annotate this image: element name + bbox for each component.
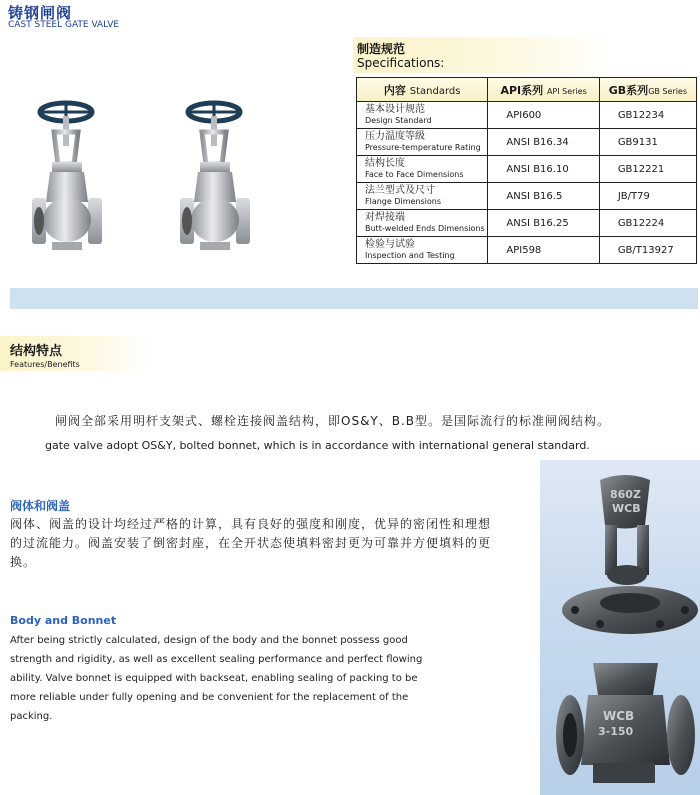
features-intro-en: gate valve adopt OS&Y, bolted bonnet, which is in accordance with international general standard. (45, 439, 590, 452)
body-casting-image (548, 655, 700, 795)
gb-value: GB12234 (599, 102, 696, 129)
gb-value: GB12221 (599, 156, 696, 183)
api-value: ANSI B16.10 (488, 156, 599, 183)
gb-value: GB9131 (599, 129, 696, 156)
bonnet-marking-2: WCB (612, 502, 641, 515)
gate-valve-image-1 (28, 92, 128, 262)
specs-table-header (357, 78, 697, 102)
gate-valve-image-2 (176, 92, 276, 262)
features-intro-cn: 闸阀全部采用明杆支架式、螺栓连接阀盖结构，即OS&Y、B.B型。是国际流行的标准闸阀结构。 (55, 414, 611, 428)
table-row: 对焊接端 Butt-welded Ends Dimensions ANSI B16.25 GB12224 (357, 210, 697, 237)
col-api-series: API系列 API Series (488, 78, 599, 102)
table-row: 压力温度等级 Pressure-temperature Rating ANSI B16.34 GB9131 (357, 129, 697, 156)
api-value: API600 (488, 102, 599, 129)
body-marking-1: WCB (603, 709, 635, 723)
section-divider-band (10, 288, 698, 309)
api-value: ANSI B16.5 (488, 183, 599, 210)
table-row: 基本设计规范 Design Standard API600 GB12234 (357, 102, 697, 129)
gb-value: JB/T79 (599, 183, 696, 210)
specs-table (356, 77, 697, 264)
table-row: 结构长度 Face to Face Dimensions ANSI B16.10 GB12221 (357, 156, 697, 183)
col-gb-series: GB系列GB Series (599, 78, 696, 102)
api-value: ANSI B16.25 (488, 210, 599, 237)
body-bonnet-text-cn: 阀体、阀盖的设计均经过严格的计算，具有良好的强度和刚度，优异的密闭性和理想的过流能力。阀盖安装了倒密封座，在全开状态使填料密封更为可靠并方便填料的更换。 (10, 517, 492, 569)
bonnet-marking-1: 860Z (610, 488, 641, 501)
features-heading-cn: 结构特点 (10, 344, 63, 359)
table-row: 法兰型式及尺寸 Flange Dimensions ANSI B16.5 JB/T79 (357, 183, 697, 210)
api-value: ANSI B16.34 (488, 129, 599, 156)
specs-heading-en: Specifications: (357, 56, 445, 70)
specs-heading-cn: 制造规范 (357, 42, 406, 56)
page-title: 铸钢闸阀 (8, 4, 73, 22)
body-bonnet-title-cn: 阀体和阀盖 (10, 499, 71, 513)
page-subtitle: CAST STEEL GATE VALVE (8, 20, 120, 30)
gb-value: GB/T13927 (599, 237, 696, 264)
features-heading-en: Features/Benefits (10, 360, 80, 369)
col-standards: 内容 Standards (357, 78, 488, 102)
gb-value: GB12224 (599, 210, 696, 237)
api-value: API598 (488, 237, 599, 264)
body-marking-2: 3-150 (598, 725, 634, 738)
bonnet-casting-image (545, 470, 700, 645)
body-bonnet-title-en: Body and Bonnet (10, 614, 117, 627)
table-row: 检验与试验 Inspection and Testing API598 GB/T13927 (357, 237, 697, 264)
body-bonnet-text-en: After being strictly calculated, design of the body and the bonnet possess good strength and rigidity, as well as excellent sealing performance and perfect flowing ability. Valve bonnet is equipped with backseat, enabling sealing of packing to be more reliable under fully opening and be convenient for the replacement of the packing. (10, 635, 423, 722)
